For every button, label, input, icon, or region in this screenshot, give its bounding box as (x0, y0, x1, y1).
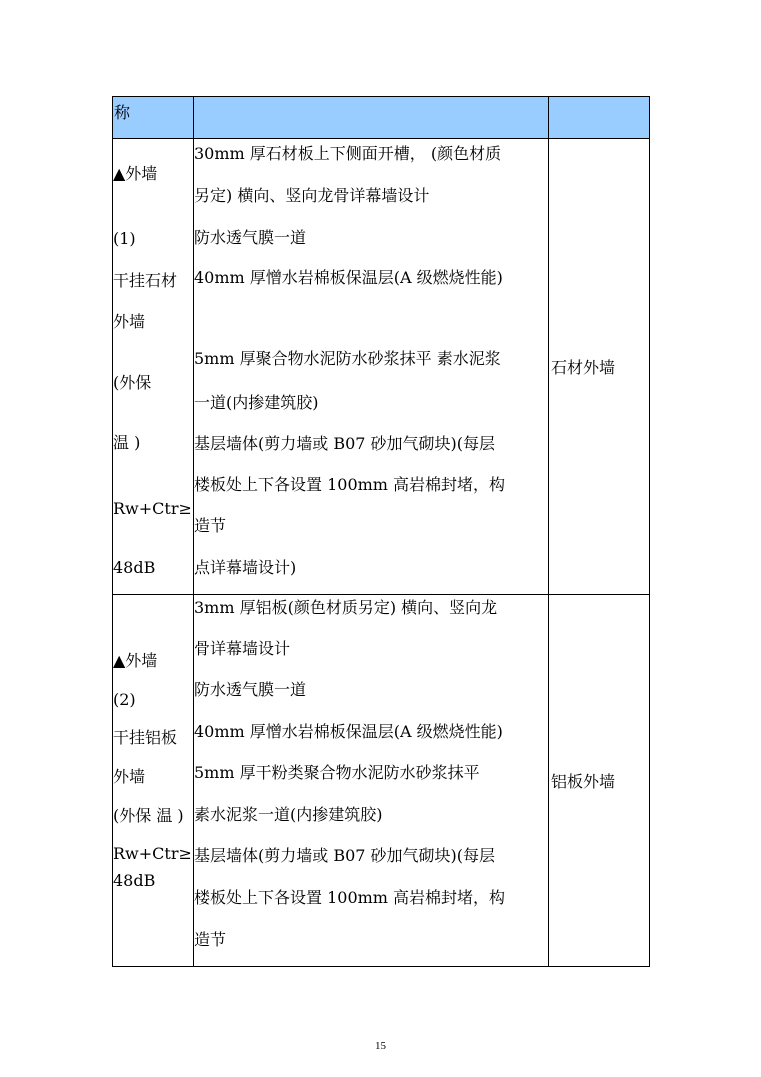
header-name-text: 称 (114, 103, 131, 122)
wall-spec-line: 防水透气膜一道 (194, 680, 307, 699)
wall-spec-line: 3mm 厚铝板(颜色材质另定) 横向、竖向龙 (194, 598, 498, 617)
wall-name-cell (113, 139, 194, 595)
wall-spec-line: 基层墙体(剪力墙或 B07 砂加气砌块)(每层 (194, 846, 496, 865)
wall-spec-line: 造节 (194, 930, 227, 949)
wall-spec-line: 另定) 横向、竖向龙骨详幕墙设计 (194, 186, 430, 205)
wall-spec-line: 30mm 厚石材板上下侧面开槽， (颜色材质 (194, 144, 502, 163)
wall-spec-line: 骨详幕墙设计 (194, 639, 291, 658)
wall-type-text: 石材外墙 (551, 358, 616, 377)
wall-type-cell (549, 139, 650, 595)
wall-spec-line: 40mm 厚憎水岩棉板保温层(A 级燃烧性能) (194, 722, 503, 741)
wall-spec-line: 造节 (194, 516, 227, 535)
wall-name-line: (外保 温 ) (113, 806, 184, 825)
wall-name-line: (外保 (113, 373, 152, 392)
wall-name-line: 干挂石材 (113, 271, 178, 290)
wall-spec-line: 基层墙体(剪力墙或 B07 砂加气砌块)(每层 (194, 434, 496, 453)
page-number: 15 (375, 1040, 386, 1052)
wall-type-cell (549, 595, 650, 967)
wall-name-line: 48dB (113, 871, 156, 890)
wall-spec-line: 楼板处上下各设置 100mm 高岩棉封堵，构 (194, 888, 506, 907)
wall-name-cell (113, 595, 194, 967)
header-type-cell (549, 97, 650, 139)
table-row (113, 595, 650, 967)
wall-spec-cell (194, 139, 549, 595)
wall-spec-line: 一道(内掺建筑胶) (194, 393, 319, 412)
wall-name-line: (1) (113, 229, 136, 248)
wall-name-line: Rw+Ctr≥ (113, 499, 192, 518)
wall-spec-line: 点详幕墙设计) (194, 558, 297, 577)
wall-spec-line: 5mm 厚聚合物水泥防水砂浆抹平 素水泥浆 (194, 349, 501, 368)
wall-name-line: Rw+Ctr≥ (113, 844, 192, 863)
wall-spec-line: 素水泥浆一道(内掺建筑胶) (194, 805, 383, 824)
wall-spec-cell (194, 595, 549, 967)
table-header-row (113, 97, 650, 139)
wall-name-line: (2) (113, 690, 136, 709)
wall-name-line: 温 ) (113, 433, 141, 452)
wall-spec-line: 防水透气膜一道 (194, 228, 307, 247)
wall-spec-line: 5mm 厚干粉类聚合物水泥防水砂浆抹平 (194, 763, 480, 782)
wall-name-line: 48dB (113, 558, 156, 577)
wall-name-line: ▲外墙 (113, 164, 158, 183)
table-row (113, 139, 650, 595)
wall-name-line: ▲外墙 (113, 651, 158, 670)
wall-name-line: 外墙 (113, 767, 146, 786)
wall-spec-table (112, 96, 650, 967)
header-spec-cell (194, 97, 549, 139)
header-name-cell (113, 97, 194, 139)
wall-spec-line: 40mm 厚憎水岩棉板保温层(A 级燃烧性能) (194, 268, 503, 287)
wall-name-line: 外墙 (113, 312, 146, 331)
wall-type-text: 铝板外墙 (551, 772, 616, 791)
wall-spec-line: 楼板处上下各设置 100mm 高岩棉封堵，构 (194, 475, 506, 494)
wall-name-line: 干挂铝板 (113, 728, 178, 747)
